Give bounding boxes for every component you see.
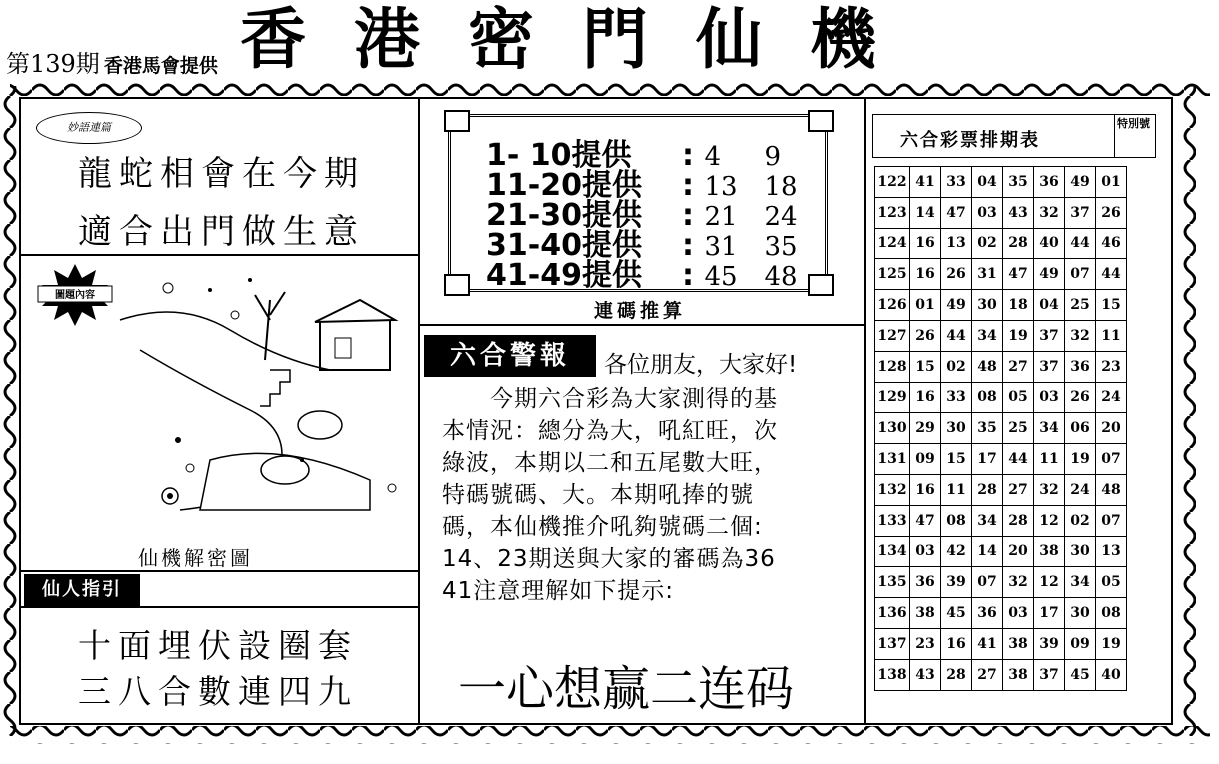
number-cell: 32 <box>1034 474 1065 505</box>
period-cell: 136 <box>875 598 910 629</box>
corner-ornament <box>444 110 470 132</box>
issue-number: 第139期 香港馬會提供 <box>6 50 218 78</box>
number-cell: 08 <box>972 382 1003 413</box>
number-cell: 38 <box>910 598 941 629</box>
table-row <box>875 351 1127 382</box>
number-cell: 43 <box>1003 197 1034 228</box>
badge-text: 圖題內容 <box>55 290 95 301</box>
number-cell: 03 <box>1003 598 1034 629</box>
table-row <box>875 228 1127 259</box>
tag-badge: 妙語連篇 <box>36 112 142 144</box>
period-cell: 130 <box>875 413 910 444</box>
number-cell: 02 <box>972 228 1003 259</box>
period-cell: 135 <box>875 567 910 598</box>
number-cell: 44 <box>1096 259 1127 290</box>
number-cell: 07 <box>1096 444 1127 475</box>
page-title: 香港密門仙機 <box>240 1 924 78</box>
number-cell: 36 <box>972 598 1003 629</box>
table-row <box>875 474 1127 505</box>
number-cell: 37 <box>1034 351 1065 382</box>
number-cell: 41 <box>910 167 941 198</box>
number-cell: 37 <box>1065 197 1096 228</box>
number-cell: 19 <box>1065 444 1096 475</box>
number-cell: 32 <box>1065 320 1096 351</box>
guide-line: 十面埋伏設圈套 <box>78 626 358 665</box>
number-cell: 04 <box>972 167 1003 198</box>
number-cell: 23 <box>1096 351 1127 382</box>
number-cell: 15 <box>941 444 972 475</box>
number-cell: 11 <box>1096 320 1127 351</box>
number-cell: 34 <box>972 320 1003 351</box>
number-cell: 16 <box>910 259 941 290</box>
table-row <box>875 413 1127 444</box>
number-cell: 45 <box>1065 659 1096 690</box>
period-cell: 127 <box>875 320 910 351</box>
number-cell: 44 <box>941 320 972 351</box>
diagram-caption: 仙機解密圖 <box>138 546 253 570</box>
body-line: 14、23期送與大家的審碼為36 <box>442 546 776 572</box>
number-cell: 34 <box>1065 567 1096 598</box>
divider <box>20 606 418 608</box>
table-row <box>875 290 1127 321</box>
table-row <box>875 536 1127 567</box>
number-cell: 30 <box>1065 598 1096 629</box>
greeting: 各位朋友，大家好! <box>604 352 798 378</box>
period-cell: 129 <box>875 382 910 413</box>
table-row <box>875 659 1127 690</box>
number-cell: 47 <box>941 197 972 228</box>
number-cell: 31 <box>972 259 1003 290</box>
number-cell: 16 <box>910 228 941 259</box>
number-cell: 43 <box>910 659 941 690</box>
body-line: 41注意理解如下提示: <box>442 578 675 604</box>
number-cell: 27 <box>1003 351 1034 382</box>
table-row <box>875 382 1127 413</box>
number-cell: 37 <box>1034 320 1065 351</box>
starburst-badge <box>38 264 112 326</box>
number-cell: 24 <box>1096 382 1127 413</box>
number-cell: 27 <box>1003 474 1034 505</box>
number-cell: 41 <box>972 628 1003 659</box>
number-cell: 08 <box>941 505 972 536</box>
number-cell: 40 <box>1034 228 1065 259</box>
number-cell: 44 <box>1065 228 1096 259</box>
divider <box>420 324 864 326</box>
number-cell: 26 <box>910 320 941 351</box>
verse-line: 龍蛇相會在今期 <box>78 154 365 194</box>
number-cell: 26 <box>941 259 972 290</box>
number-cell: 42 <box>941 536 972 567</box>
number-cell: 30 <box>941 413 972 444</box>
number-cell: 17 <box>1034 598 1065 629</box>
number-cell: 49 <box>1034 259 1065 290</box>
period-cell: 124 <box>875 228 910 259</box>
table-row <box>875 167 1127 198</box>
divider <box>418 98 420 724</box>
number-cell: 07 <box>1096 505 1127 536</box>
table-row <box>875 598 1127 629</box>
number-cell: 11 <box>1034 444 1065 475</box>
table-row <box>875 444 1127 475</box>
number-cell: 38 <box>1034 536 1065 567</box>
number-cell: 49 <box>1065 167 1096 198</box>
divider <box>20 254 418 256</box>
number-cell: 48 <box>972 351 1003 382</box>
number-cell: 25 <box>1065 290 1096 321</box>
number-cell: 14 <box>910 197 941 228</box>
body-line: 今期六合彩為大家測得的基 <box>442 386 778 412</box>
number-cell: 44 <box>1003 444 1034 475</box>
number-cell: 34 <box>972 505 1003 536</box>
number-cell: 15 <box>1096 290 1127 321</box>
table-row <box>875 197 1127 228</box>
number-cell: 09 <box>1065 628 1096 659</box>
number-cell: 19 <box>1003 320 1034 351</box>
number-cell: 35 <box>1003 167 1034 198</box>
number-cell: 37 <box>1034 659 1065 690</box>
number-row: 1- 10提供 : 4 9 <box>486 138 781 173</box>
number-cell: 03 <box>972 197 1003 228</box>
number-cell: 29 <box>910 413 941 444</box>
number-cell: 32 <box>1034 197 1065 228</box>
number-cell: 38 <box>1003 628 1034 659</box>
number-cell: 05 <box>1003 382 1034 413</box>
number-cell: 18 <box>1003 290 1034 321</box>
number-cell: 16 <box>941 628 972 659</box>
number-cell: 07 <box>1065 259 1096 290</box>
period-cell: 133 <box>875 505 910 536</box>
number-cell: 02 <box>941 351 972 382</box>
number-cell: 39 <box>1034 628 1065 659</box>
period-cell: 131 <box>875 444 910 475</box>
number-cell: 48 <box>1096 474 1127 505</box>
number-cell: 16 <box>910 382 941 413</box>
number-cell: 46 <box>1096 228 1127 259</box>
table-title: 六合彩票排期表 <box>900 130 1040 151</box>
number-cell: 13 <box>1096 536 1127 567</box>
table-row <box>875 320 1127 351</box>
number-cell: 28 <box>941 659 972 690</box>
period-cell: 125 <box>875 259 910 290</box>
number-cell: 28 <box>972 474 1003 505</box>
number-cell: 30 <box>1065 536 1096 567</box>
number-cell: 45 <box>941 598 972 629</box>
number-cell: 15 <box>910 351 941 382</box>
number-cell: 36 <box>1034 167 1065 198</box>
number-cell: 47 <box>1003 259 1034 290</box>
number-cell: 35 <box>972 413 1003 444</box>
number-cell: 12 <box>1034 505 1065 536</box>
number-cell: 08 <box>1096 598 1127 629</box>
body-line: 綠波，本期以二和五尾數大旺， <box>442 450 778 476</box>
period-cell: 134 <box>875 536 910 567</box>
number-cell: 05 <box>1096 567 1127 598</box>
calc-title: 連碼推算 <box>594 300 687 322</box>
number-cell: 03 <box>910 536 941 567</box>
number-cell: 28 <box>1003 228 1034 259</box>
number-row: 31-40提供 : 31 35 <box>486 228 798 263</box>
number-cell: 47 <box>910 505 941 536</box>
number-cell: 36 <box>1065 351 1096 382</box>
number-cell: 25 <box>1003 413 1034 444</box>
number-cell: 12 <box>1034 567 1065 598</box>
verse-line: 適合出門做生意 <box>78 212 365 252</box>
number-cell: 07 <box>972 567 1003 598</box>
body-line: 碼，本仙機推介吼夠號碼二個: <box>442 514 763 540</box>
number-cell: 03 <box>1034 382 1065 413</box>
number-cell: 33 <box>941 382 972 413</box>
guide-line: 三八合數連四九 <box>78 672 358 711</box>
number-cell: 01 <box>910 290 941 321</box>
number-cell: 17 <box>972 444 1003 475</box>
number-cell: 26 <box>1065 382 1096 413</box>
slogan: 一心想赢二连码 <box>458 661 795 717</box>
number-cell: 23 <box>910 628 941 659</box>
table-row <box>875 567 1127 598</box>
table-row <box>875 259 1127 290</box>
number-cell: 27 <box>972 659 1003 690</box>
number-cell: 28 <box>1003 505 1034 536</box>
number-cell: 06 <box>1065 413 1096 444</box>
number-row: 21-30提供 : 21 24 <box>486 198 798 233</box>
corner-ornament <box>808 110 834 132</box>
period-cell: 123 <box>875 197 910 228</box>
period-cell: 138 <box>875 659 910 690</box>
corner-ornament <box>444 274 470 296</box>
number-cell: 20 <box>1003 536 1034 567</box>
number-cell: 26 <box>1096 197 1127 228</box>
number-cell: 39 <box>941 567 972 598</box>
number-cell: 36 <box>910 567 941 598</box>
number-cell: 02 <box>1065 505 1096 536</box>
period-cell: 126 <box>875 290 910 321</box>
number-cell: 24 <box>1065 474 1096 505</box>
mystery-illustration <box>30 260 410 550</box>
number-cell: 09 <box>910 444 941 475</box>
number-cell: 04 <box>1034 290 1065 321</box>
number-cell: 40 <box>1096 659 1127 690</box>
number-cell: 38 <box>1003 659 1034 690</box>
number-cell: 19 <box>1096 628 1127 659</box>
number-cell: 14 <box>972 536 1003 567</box>
draw-schedule-table <box>874 166 1127 691</box>
number-cell: 32 <box>1003 567 1034 598</box>
number-cell: 34 <box>1034 413 1065 444</box>
provider-label: 香港馬會提供 <box>103 55 218 77</box>
number-row: 11-20提供 : 13 18 <box>486 168 798 203</box>
number-cell: 13 <box>941 228 972 259</box>
period-cell: 137 <box>875 628 910 659</box>
number-cell: 16 <box>910 474 941 505</box>
body-line: 本情況：總分為大，吼紅旺，次 <box>442 418 778 444</box>
special-number-label: 特別號 <box>1114 114 1152 158</box>
number-row: 41-49提供 : 45 48 <box>486 258 798 293</box>
body-line: 特碼號碼、大。本期吼捧的號 <box>442 482 754 508</box>
period-cell: 132 <box>875 474 910 505</box>
number-cell: 20 <box>1096 413 1127 444</box>
guide-label: 仙人指引 <box>24 574 140 606</box>
table-row <box>875 628 1127 659</box>
number-cell: 11 <box>941 474 972 505</box>
number-cell: 49 <box>941 290 972 321</box>
divider <box>864 98 866 724</box>
number-cell: 33 <box>941 167 972 198</box>
period-cell: 122 <box>875 167 910 198</box>
number-cell: 30 <box>972 290 1003 321</box>
alert-label: 六合警報 <box>424 335 596 377</box>
table-row <box>875 505 1127 536</box>
period-cell: 128 <box>875 351 910 382</box>
number-cell: 01 <box>1096 167 1127 198</box>
